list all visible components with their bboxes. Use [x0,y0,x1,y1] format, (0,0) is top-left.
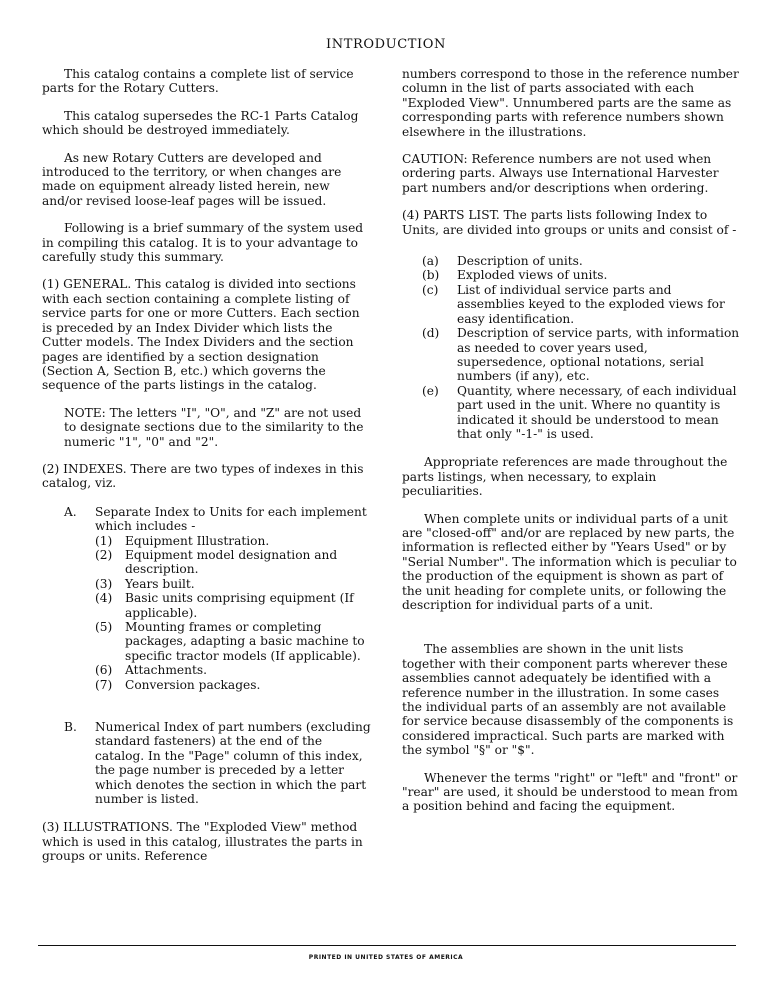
general-section: (1) GENERAL. This catalog is divided into sections with each section containing a complete listing of service parts for one or more Cutters. Each section is preceded by an Index Divider which lists the Cutter models. The Index Dividers and the section pages are identified by a section designation (Section A, Section B, etc.) which governs the sequence of the parts listings in the catalog. [42,277,360,393]
index-type-a [42,505,372,692]
list-item-text: Years built. [125,576,195,591]
list-item-text: Description of service parts, with information as needed to cover years used, supersedence, optional notations, serial numbers (if any), etc. [457,326,740,384]
list-marker: (2) [95,547,113,562]
right-column [402,67,740,827]
indexes-section: (2) INDEXES. There are two types of indexes in this catalog, viz. [42,461,364,491]
list-marker: (5) [95,620,113,634]
list-marker: (7) [95,677,113,692]
list-item-text: Exploded views of units. [457,268,608,283]
list-item-text: Description of units. [457,254,583,269]
illustrations-continued: numbers correspond to those in the reference number column in the list of parts associated with each "Exploded View". Unnumbered parts are the same as corresponding parts with reference numbers shown elsewhere in the illustrations. [402,67,739,139]
list-item [402,268,740,282]
list-item [95,548,372,577]
list-item [402,283,740,326]
list-marker: A. [64,504,77,519]
list-marker: (3) [95,576,113,591]
parts-list-items [402,254,740,441]
note-paragraph: NOTE: The letters "I", "O", and "Z" are not used to designate sections due to the similarity to the numeric "1", "0" and "2". [64,405,364,449]
list-marker: (c) [422,282,439,297]
list-marker: (4) [95,591,113,606]
page-title: INTRODUCTION [326,37,446,52]
list-item-text: Attachments. [125,663,207,678]
list-item-text: List of individual service parts and assemblies keyed to the exploded views for easy identification. [457,282,725,326]
parts-list-section: (4) PARTS LIST. The parts lists following Index to Units, are divided into groups or units and consist of - [402,208,737,237]
index-types-list [42,505,372,807]
list-marker: (e) [422,383,439,398]
list-item [95,534,372,548]
list-item-text: Basic units comprising equipment (If applicable). [125,591,354,620]
illustrations-section: (3) ILLUSTRATIONS. The "Exploded View" method which is used in this catalog, illustrates the parts in groups or units. Reference [42,820,363,864]
intro-paragraph-1: This catalog contains a complete list of service parts for the Rotary Cutters. [42,67,354,96]
list-marker: (b) [422,268,440,283]
list-marker: (d) [422,326,440,341]
list-marker: B. [64,720,77,735]
list-item [402,326,740,384]
list-item [95,620,372,663]
assemblies-paragraph: The assemblies are shown in the unit lists together with their component parts wherever these assemblies cannot adequately be identified with a reference number in the illustration. In some cases the individual parts of an assembly are not available for service because disassembly of the components is considered impractical. Such parts are marked with the symbol "§" or "$". [402,642,734,758]
appropriate-paragraph: Appropriate references are made throughout the parts listings, when necessary, to explain peculiarities. [402,455,728,499]
footer-printed: PRINTED IN UNITED STATES OF AMERICA [308,954,464,961]
footer-rule [38,945,736,946]
list-item [95,591,372,620]
index-type-b-text: Numerical Index of part numbers (excluding standard fasteners) at the end of the catalog. In the "Page" column of this index, the page number is preceded by a letter which denotes the section in which the part number is listed. [95,720,371,807]
list-item-text: Equipment Illustration. [125,533,270,548]
intro-paragraph-2: This catalog supersedes the RC-1 Parts Catalog which should be destroyed immediately. [42,108,359,138]
list-marker: (a) [422,254,439,269]
list-item-text: Quantity, where necessary, of each individual part used in the unit. Where no quantity is indicated it should be understood to mean that only "-1-" is used. [457,383,737,441]
intro-paragraph-4: Following is a brief summary of the system used in compiling this catalog. It is to your advantage to carefully study this summary. [42,221,364,265]
list-item [402,384,740,442]
index-a-items [95,534,372,692]
closed-off-paragraph: When complete units or individual parts of a unit are "closed-off" and/or are replaced by new parts, the information is reflected either by "Years Used" or by "Serial Number". The information which is peculiar to the production of the equipment is shown as part of the unit heading for complete units, or following the description for individual parts of a unit. [402,511,737,612]
list-item-text: Equipment model designation and description. [125,547,338,577]
list-item-text: Mounting frames or completing packages, adapting a basic machine to specific tractor models (If applicable). [125,620,365,663]
list-item [402,254,740,268]
list-item [95,577,372,591]
intro-paragraph-3: As new Rotary Cutters are developed and introduced to the territory, or when changes are made on equipment already listed herein, new and/or revised loose-leaf pages will be issued. [42,150,342,208]
list-item [95,678,372,692]
index-type-a-text: Separate Index to Units for each implement which includes - [95,504,367,534]
caution-paragraph: CAUTION: Reference numbers are not used when ordering parts. Always use International Harvester part numbers and/or descriptions when ordering. [402,152,719,195]
list-item [95,663,372,677]
terms-paragraph: Whenever the terms "right" or "left" and "front" or "rear" are used, it should be understood to mean from a position behind and facing the equipment. [402,770,738,814]
index-type-b [42,720,372,806]
list-marker: (1) [95,533,113,548]
list-marker: (6) [95,663,113,678]
list-item-text: Conversion packages. [125,677,261,692]
left-column [42,67,372,877]
